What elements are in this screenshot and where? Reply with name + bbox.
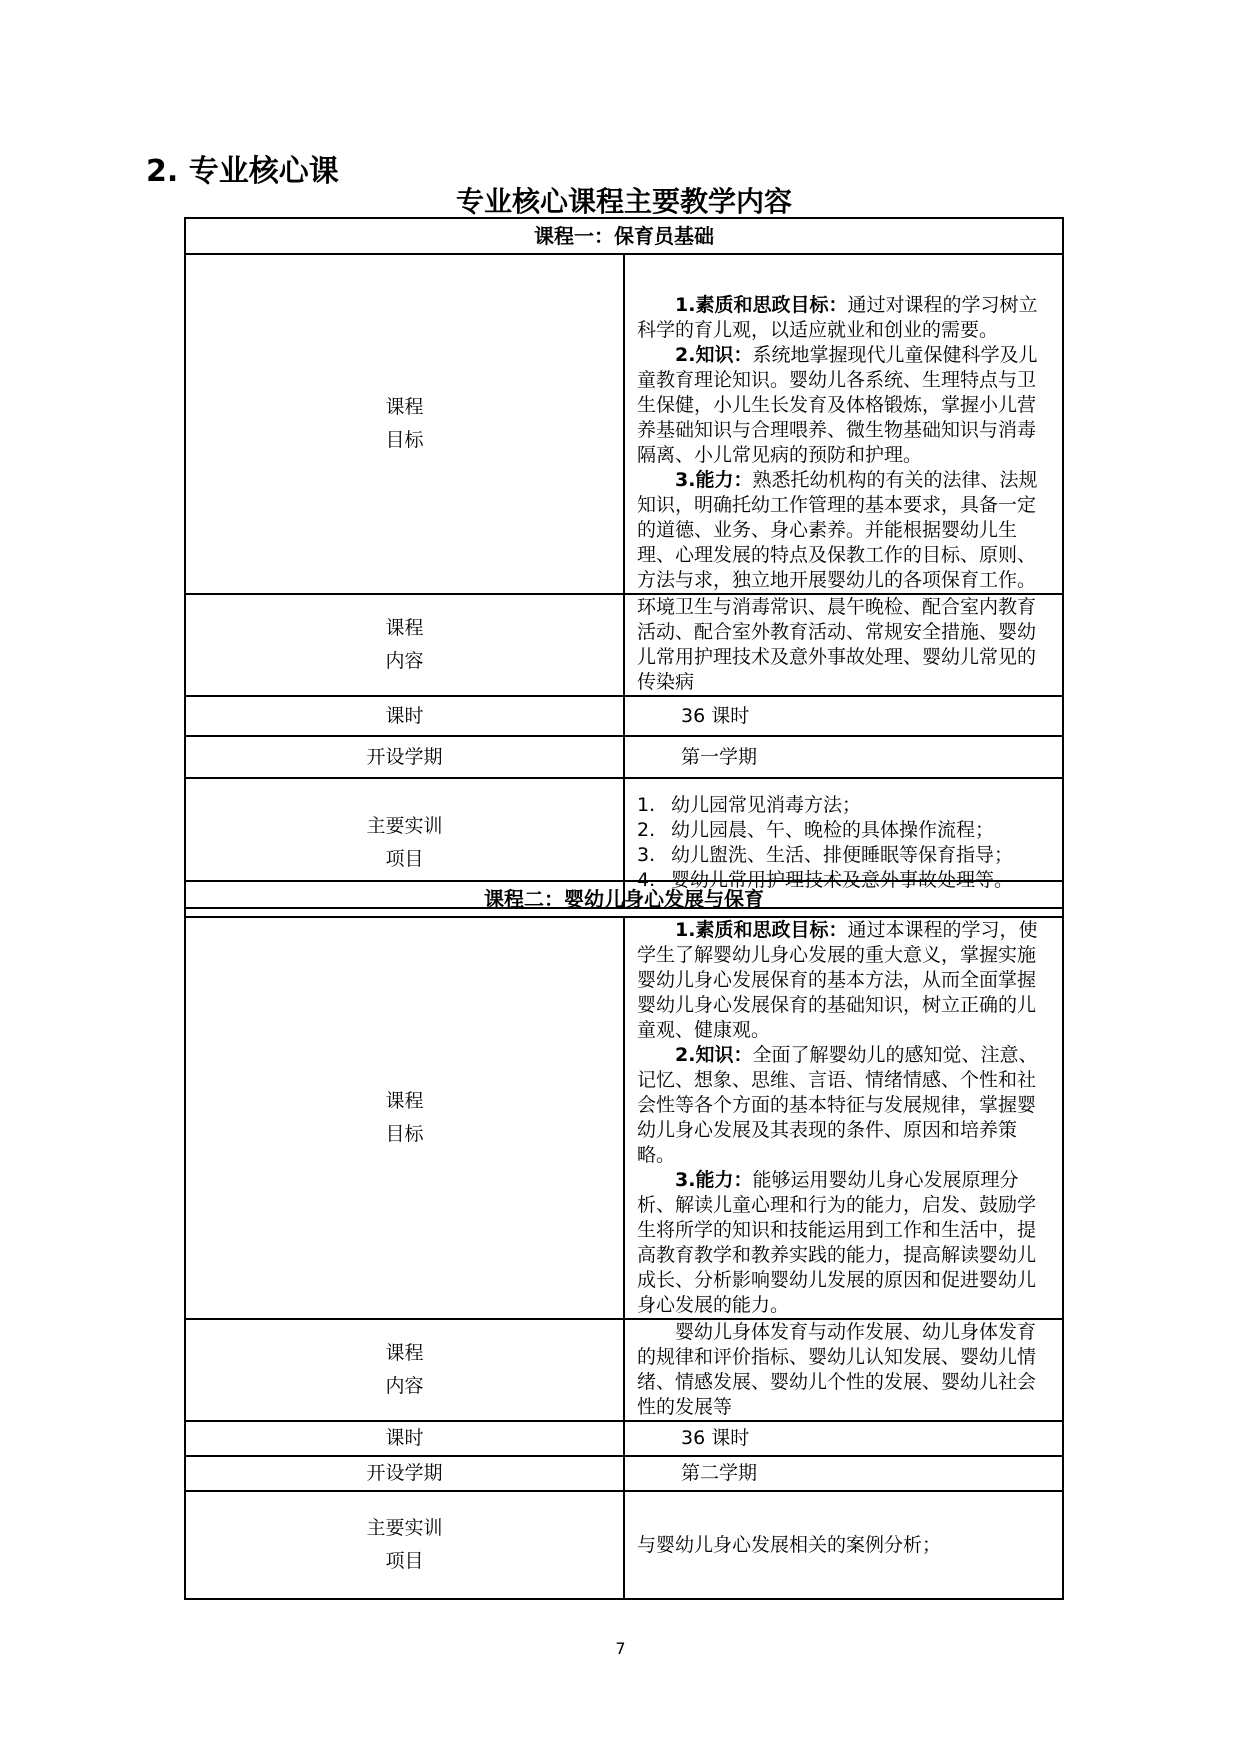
training-item: 2. 幼儿园晨、午、晚检的具体操作流程； bbox=[637, 819, 995, 841]
goal-item: 3.能力：能够运用婴幼儿身心发展原理分析、解读儿童心理和行为的能力，启发、鼓励学生将所学的知识和技能运用到工作和生活中，提高教育教学和教养实践的能力，提高解读婴幼儿成长、分析影响婴幼儿发展的原因和促进婴幼儿身心发展的能力。 bbox=[637, 1169, 1037, 1316]
course-1-semester: 第一学期 bbox=[624, 736, 1063, 778]
course-1-hours: 36 课时 bbox=[624, 696, 1063, 736]
label-course-goal: 课程 目标 bbox=[185, 917, 624, 1319]
course-1-header: 课程一：保育员基础 bbox=[185, 218, 1063, 254]
label-course-content: 课程 内容 bbox=[185, 1319, 624, 1421]
course-1-goals bbox=[624, 254, 1063, 594]
label-hours: 课时 bbox=[185, 1421, 624, 1456]
table-title: 专业核心课程主要教学内容 bbox=[455, 185, 792, 218]
label-training: 主要实训 项目 bbox=[185, 1491, 624, 1599]
page-number: 7 bbox=[615, 1639, 626, 1658]
label-hours: 课时 bbox=[185, 696, 624, 736]
course-2-header: 课程二：婴幼儿身心发展与保育 bbox=[185, 881, 1063, 917]
goal-item: 1.素质和思政目标：通过本课程的学习，使学生了解婴幼儿身心发展的重大意义，掌握实施婴幼儿身心发展保育的基本方法，从而全面掌握婴幼儿身心发展保育的基础知识，树立正确的儿童观、健康观。 bbox=[637, 919, 1038, 1041]
label-course-goal: 课程 目标 bbox=[185, 254, 624, 594]
course-2-goals bbox=[624, 917, 1063, 1319]
course-table-2 bbox=[184, 880, 1064, 1600]
course-2-training: 与婴幼儿身心发展相关的案例分析； bbox=[624, 1491, 1063, 1599]
goal-item: 3.能力：熟悉托幼机构的有关的法律、法规知识，明确托幼工作管理的基本要求，具备一定的道德、业务、身心素养。并能根据婴幼儿生理、心理发展的特点及保教工作的目标、原则、方法与求，独立地开展婴幼儿的各项保育工作。 bbox=[637, 469, 1038, 591]
section-heading: 2. 专业核心课 bbox=[146, 154, 339, 189]
course-2-content: 婴幼儿身体发育与动作发展、幼儿身体发育的规律和评价指标、婴幼儿认知发展、婴幼儿情绪、情感发展、婴幼儿个性的发展、婴幼儿社会性的发展等 bbox=[624, 1319, 1063, 1421]
label-semester: 开设学期 bbox=[185, 1456, 624, 1491]
label-course-content: 课程 内容 bbox=[185, 594, 624, 696]
label-semester: 开设学期 bbox=[185, 736, 624, 778]
training-item: 4. 婴幼儿常用护理技术及意外事故处理等。 bbox=[637, 869, 1014, 891]
course-table-1 bbox=[184, 217, 1064, 909]
training-item: 3. 幼儿盥洗、生活、排便睡眠等保育指导； bbox=[637, 844, 1014, 866]
label-training: 主要实训 项目 bbox=[185, 778, 624, 908]
training-item: 1. 幼儿园常见消毒方法； bbox=[637, 794, 862, 816]
goal-item: 2.知识：系统地掌握现代儿童保健科学及儿童教育理论知识。婴幼儿各系统、生理特点与卫生保健，小儿生长发育及体格锻炼，掌握小儿营养基础知识与合理喂养、微生物基础知识与消毒隔离、小儿常见病的预防和护理。 bbox=[637, 344, 1038, 466]
goal-item: 1.素质和思政目标：通过对课程的学习树立科学的育儿观，以适应就业和创业的需要。 bbox=[637, 294, 1038, 341]
goal-item: 2.知识：全面了解婴幼儿的感知觉、注意、记忆、想象、思维、言语、情绪情感、个性和社会性等各个方面的基本特征与发展规律，掌握婴幼儿身心发展及其表现的条件、原因和培养策略。 bbox=[637, 1044, 1038, 1166]
course-2-hours: 36 课时 bbox=[624, 1421, 1063, 1456]
course-1-content: 环境卫生与消毒常识、晨午晚检、配合室内教育活动、配合室外教育活动、常规安全措施、婴幼儿常用护理技术及意外事故处理、婴幼儿常见的传染病 bbox=[624, 594, 1063, 696]
course-2-semester: 第二学期 bbox=[624, 1456, 1063, 1491]
